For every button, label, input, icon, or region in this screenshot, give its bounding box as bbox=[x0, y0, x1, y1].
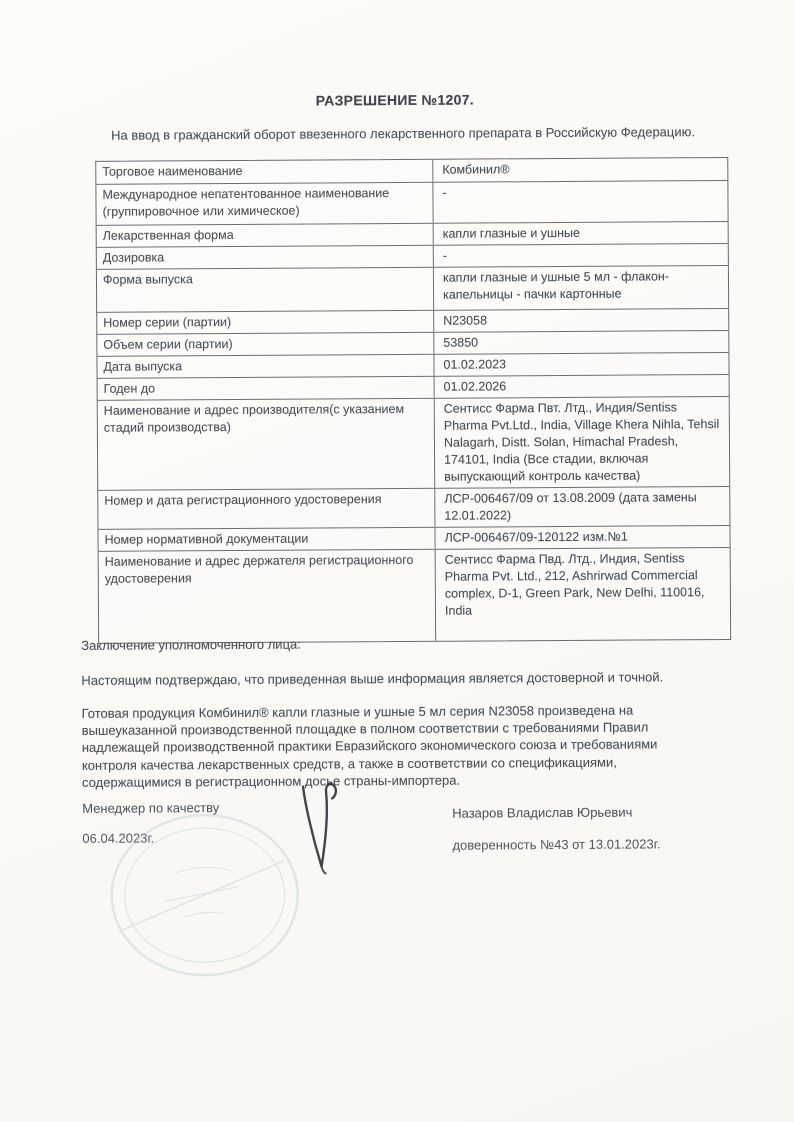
row-label: Дата выпуска bbox=[97, 355, 434, 378]
row-value: капли глазные и ушные 5 мл - флакон-капельницы - пачки картонные bbox=[442, 269, 669, 302]
row-label: Номер серии (партии) bbox=[97, 311, 434, 334]
row-label: Номер и дата регистрационного удостоверения bbox=[98, 489, 435, 529]
row-value: капли глазные и ушные bbox=[442, 225, 580, 241]
document-title: РАЗРЕШЕНИЕ №1207. bbox=[315, 91, 475, 109]
conclusion-heading: Заключение уполномоченного лица: bbox=[81, 636, 301, 653]
row-value: 01.02.2023 bbox=[443, 357, 507, 372]
row-value: ЛСР-006467/09 от 13.08.2009 (дата замены 12.01.2022) bbox=[444, 490, 697, 523]
table-row bbox=[97, 265, 728, 312]
row-value: - bbox=[442, 185, 447, 200]
table-row bbox=[99, 547, 731, 643]
row-label: Годен до bbox=[98, 377, 435, 400]
table-row bbox=[97, 352, 728, 378]
table-row bbox=[97, 330, 728, 356]
row-value: 53850 bbox=[443, 335, 479, 350]
table-row bbox=[97, 308, 728, 334]
row-value: - bbox=[442, 248, 448, 263]
row-label: Международное непатентованное наименование (группировочное или химическое) bbox=[96, 183, 433, 225]
table-row bbox=[98, 374, 729, 400]
row-label: Номер нормативной документации bbox=[98, 528, 435, 551]
row-value: Сентисс Фарма Пвт. Лтд., Индия/Sentiss Pharma Pvt.Ltd., India, Village Khera Nihla, Tehsil Nalagarh, Distt. Solan, Himachal Pradesh, 174101, India (Все стадии, включая выпускающий контроль качества) bbox=[443, 400, 720, 484]
row-label: Наименование и адрес держателя регистрационного удостоверения bbox=[99, 550, 437, 643]
table-row bbox=[98, 525, 729, 551]
row-value: ЛСР-006467/09-120122 изм.№1 bbox=[444, 529, 628, 545]
conclusion-paragraph-1: Настоящим подтверждаю, что приведенная выше информация является достоверной и точной. bbox=[81, 669, 664, 688]
table-row bbox=[97, 221, 728, 247]
document-subtitle: На ввод в гражданский оборот ввезенного лекарственного препарата в Российскую Федерацию. bbox=[111, 124, 695, 143]
row-label: Наименование и адрес производителя(с указанием стадий производства) bbox=[98, 399, 436, 490]
table-row bbox=[98, 486, 729, 529]
row-label: Торговое наименование bbox=[96, 160, 433, 184]
row-label: Лекарственная форма bbox=[97, 224, 434, 247]
signatory-role: Менеджер по качеству bbox=[82, 800, 220, 816]
stamp-seal bbox=[104, 809, 315, 980]
conclusion-paragraph-2: Готовая продукция Комбинил® капли глазные и ушные 5 мл серия N23058 произведена на вышеуказанной производственной площадке в полном соответствии с требованиями Правил надлежащей производственной практики Евразийского экономического союза и требованиями контроля качества лекарственных средств, а также в соответствии со спецификациями, содержащимися в регистрационном досье страны-импортера. bbox=[81, 702, 658, 790]
row-value: N23058 bbox=[443, 313, 488, 328]
signature-date: 06.04.2023г. bbox=[82, 830, 155, 846]
table-row bbox=[97, 243, 728, 269]
row-value: Комбинил® bbox=[442, 162, 510, 177]
row-label: Дозировка bbox=[97, 246, 434, 269]
row-label: Объем серии (партии) bbox=[97, 333, 434, 356]
table-row bbox=[96, 180, 727, 225]
details-table bbox=[95, 157, 731, 644]
row-value: 01.02.2026 bbox=[443, 379, 507, 394]
row-label: Форма выпуска bbox=[97, 268, 434, 312]
row-value: Сентисс Фарма Пвд. Лтд., Индия, Sentiss Pharma Pvt. Ltd., 212, Ashrirwad Commercial complex, D-1, Green Park, New Delhi, 110016, India bbox=[444, 551, 705, 618]
table-row bbox=[96, 158, 727, 184]
table-row bbox=[98, 396, 730, 490]
signatory-name: Назаров Владислав Юрьевич bbox=[452, 804, 633, 821]
signatory-authority: доверенность №43 от 13.01.2023г. bbox=[452, 836, 661, 853]
